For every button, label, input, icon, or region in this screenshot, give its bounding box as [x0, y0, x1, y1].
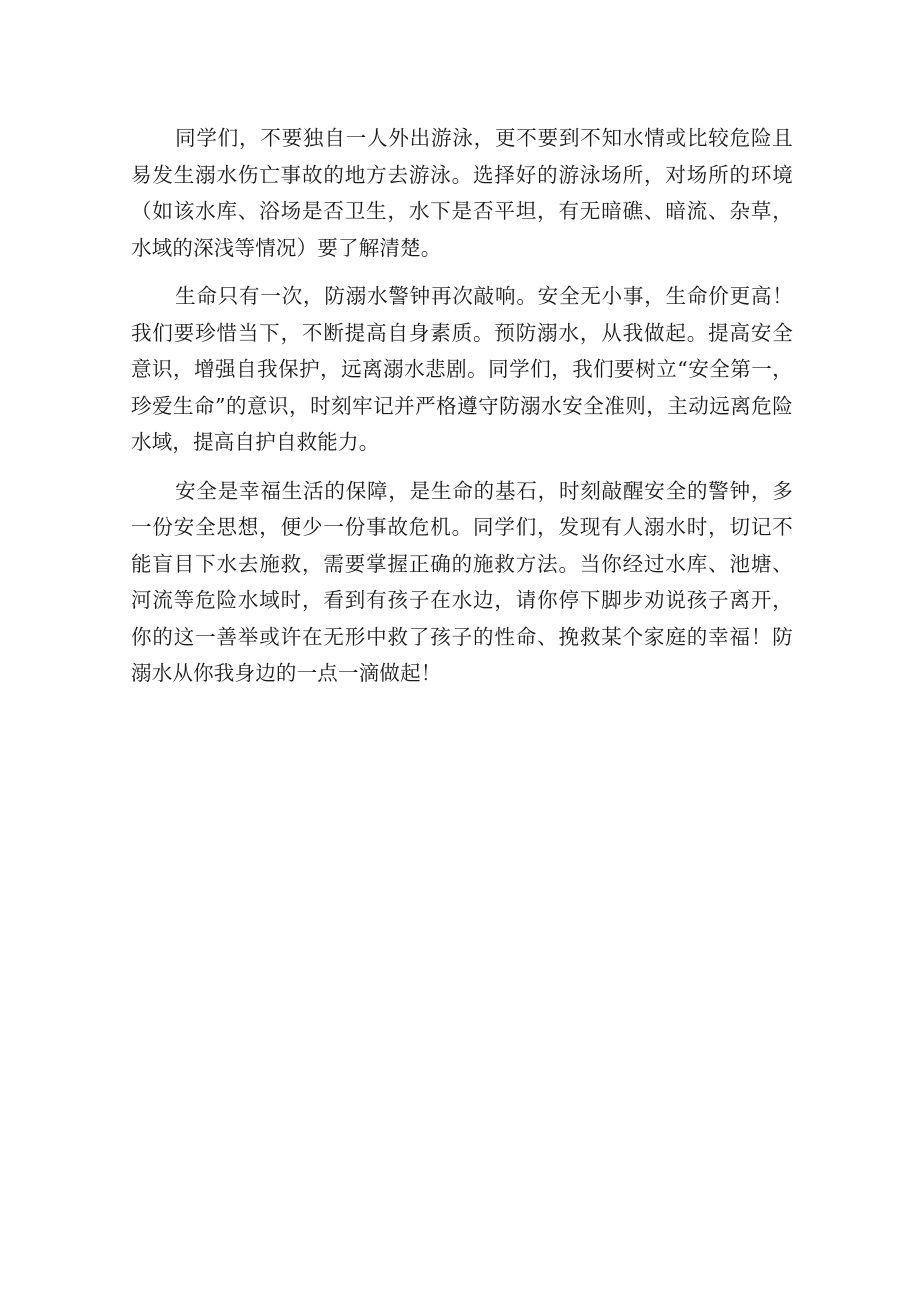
paragraph-safety-awareness: 生命只有一次，防溺水警钟再次敲响。安全无小事，生命价更高！我们要珍惜当下，不断提高自身素质。预防溺水，从我做起。提高安全意识，增强自我保护，远离溺水悲剧。同学们，我们要树立“安全第一，珍爱生命”的意识，时刻牢记并严格遵守防溺水安全准则，主动远离危险水域，提高自护自救能力。 — [131, 284, 793, 454]
document-body — [131, 120, 793, 704]
paragraph-swimming-safety: 同学们，不要独自一人外出游泳，更不要到不知水情或比较危险且易发生溺水伤亡事故的地方去游泳。选择好的游泳场所，对场所的环境（如该水库、浴场是否卫生，水下是否平坦，有无暗礁、暗流、杂草，水域的深浅等情况）要了解清楚。 — [131, 126, 793, 260]
paragraph-rescue-advice: 安全是幸福生活的保障，是生命的基石，时刻敲醒安全的警钟，多一份安全思想，便少一份事故危机。同学们，发现有人溺水时，切记不能盲目下水去施救，需要掌握正确的施救方法。当你经过水库、池塘、河流等危险水域时，看到有孩子在水边，请你停下脚步劝说孩子离开，你的这一善举或许在无形中救了孩子的性命、挽救某个家庭的幸福！防溺水从你我身边的一点一滴做起！ — [131, 478, 793, 685]
